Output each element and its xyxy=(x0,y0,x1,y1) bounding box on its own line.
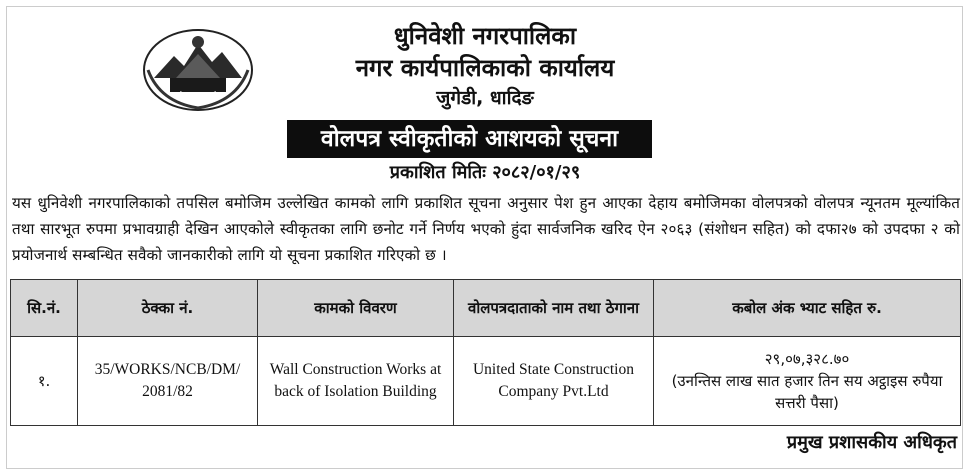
published-date: प्रकाशित मितिः २०८२/०१/२९ xyxy=(389,162,581,183)
col-header-sn: सि.नं. xyxy=(11,280,78,337)
notice-title: वोलपत्र स्वीकृतीको आशयको सूचना xyxy=(287,120,652,158)
cell-contract-no: 35/WORKS/NCB/DM/ 2081/82 xyxy=(78,337,258,426)
col-header-bidder: वोलपत्रदाताको नाम तथा ठेगाना xyxy=(454,280,654,337)
municipality-emblem-icon xyxy=(140,22,256,112)
cell-bidder: United State Construction Company Pvt.Ltd xyxy=(454,337,654,426)
col-header-bid-amount: कबोल अंक भ्याट सहित रु. xyxy=(654,280,961,337)
office-name: नगर कार्यपालिकाको कार्यालय xyxy=(355,54,615,82)
municipality-name: धुनिवेशी नगरपालिका xyxy=(393,22,577,50)
col-header-work-desc: कामको विवरण xyxy=(258,280,454,337)
cell-bid-amount xyxy=(654,337,961,426)
notice-body: यस धुनिवेशी नगरपालिकाको तपसिल बमोजिम उल्लेखित कामको लागि प्रकाशित सूचना अनुसार पेश हुन आएका देहाय बमोजिमका वोलपत्रको वोलपत्र न्यूनतम मूल्यांकित तथा सारभूत रुपमा प्रभावग्राही देखिन आएकोले स्वीकृतका लागि छनोट गर्ने निर्णय भएको हुंदा सार्वजनिक खरिद ऐन २०६३ (संशोधन सहित) को दफा२७ को उपदफा २ को प्रयोजनार्थ सम्बन्धित सवैको जानकारीको लागि यो सूचना प्रकाशित गरिएको छ । xyxy=(12,194,960,264)
signatory-title: प्रमुख प्रशासकीय अधिकृत xyxy=(786,432,957,453)
bid-table xyxy=(10,279,961,426)
bid-amount-words: (उनन्तिस लाख सात हजार तिन सय अट्ठाइस रुपैया सत्तरी पैसा) xyxy=(671,372,943,412)
cell-sn: १. xyxy=(11,337,78,426)
table-row xyxy=(11,337,961,426)
office-header xyxy=(250,20,720,112)
office-address: जुगेडी, धादिङ xyxy=(436,87,534,109)
table-header-row xyxy=(11,280,961,337)
col-header-contract-no: ठेक्का नं. xyxy=(78,280,258,337)
bid-amount-figure: २९,०७,३२८.७० xyxy=(764,350,850,368)
cell-work-desc: Wall Construction Works at back of Isolation Building xyxy=(258,337,454,426)
